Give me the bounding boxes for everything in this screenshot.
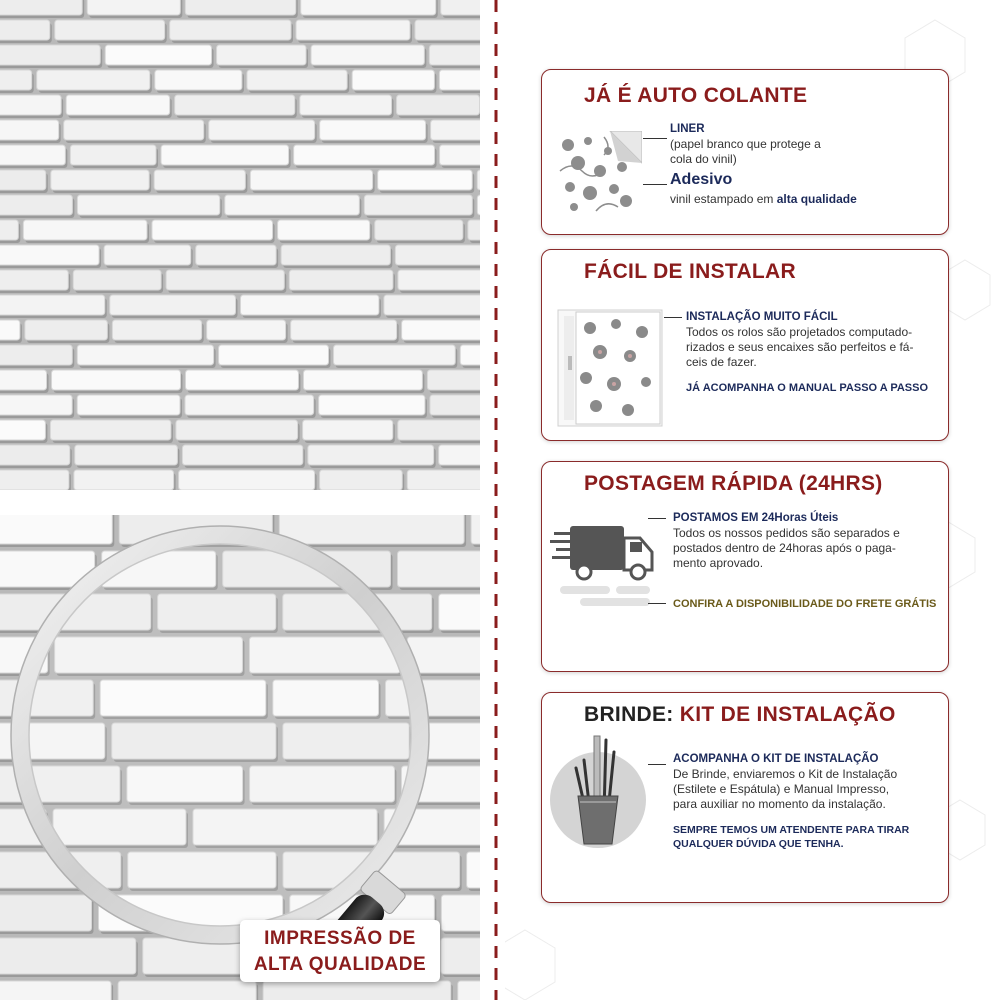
quality-badge [240, 920, 440, 982]
title-red: KIT DE INSTALAÇÃO [673, 703, 896, 726]
liner-desc-1: (papel branco que protege a [670, 137, 821, 151]
card-title: JÁ É AUTO COLANTE [584, 84, 808, 107]
support-line-2: QUALQUER DÚVIDA QUE TENHA. [673, 838, 844, 850]
adesivo-desc-text: vinil estampado em [670, 192, 777, 206]
title-dark: BRINDE: [584, 703, 674, 726]
liner-desc-2: cola do vinil) [670, 152, 737, 166]
kit-desc-3: para auxiliar no momento da instalação. [673, 797, 886, 811]
card-title: FÁCIL DE INSTALAR [584, 260, 796, 283]
magnifying-glass-icon [0, 0, 480, 1000]
adesivo-label: Adesivo [670, 171, 733, 188]
liner-label: LINER [670, 123, 705, 135]
instalacao-heading: INSTALAÇÃO MUITO FÁCIL [686, 311, 838, 323]
wardrobe-sticker-icon [556, 306, 664, 428]
instalacao-desc-2: rizados e seus encaixes são perfeitos e fá- [686, 340, 914, 354]
manual-note: JÁ ACOMPANHA O MANUAL PASSO A PASSO [686, 382, 929, 394]
badge-line-2: ALTA QUALIDADE [253, 954, 427, 975]
frete-note: CONFIRA A DISPONIBILIDADE DO FRETE GRÁTIS [673, 598, 937, 610]
adesivo-desc-bold: alta qualidade [776, 192, 857, 206]
instalacao-leader [664, 317, 682, 318]
kit-desc-2: (Estilete e Espátula) e Manual Impresso, [673, 782, 890, 796]
badge-line-1: IMPRESSÃO DE [264, 928, 416, 949]
kit-leader [648, 764, 666, 765]
tool-kit-icon [548, 732, 648, 850]
support-line-1: SEMPRE TEMOS UM ATENDENTE PARA TIRAR [673, 824, 910, 836]
card-title [584, 703, 896, 727]
floral-sticker-icon [556, 131, 642, 215]
postamos-desc-1: Todos os nossos pedidos são separados e [673, 526, 900, 540]
postamos-heading: POSTAMOS EM 24Horas Úteis [673, 512, 839, 524]
postamos-desc-2: postados dentro de 24horas após o paga- [673, 541, 896, 555]
adesivo-leader [643, 184, 667, 185]
postamos-leader [648, 518, 666, 519]
kit-heading: ACOMPANHA O KIT DE INSTALAÇÃO [673, 753, 879, 765]
liner-leader [643, 138, 667, 139]
postamos-desc-3: mento aprovado. [673, 556, 764, 570]
adesivo-desc [670, 192, 857, 207]
instalacao-desc-3: ceis de fazer. [686, 355, 757, 369]
delivery-truck-icon [550, 520, 660, 610]
card-title: POSTAGEM RÁPIDA (24HRS) [584, 472, 883, 495]
kit-desc-1: De Brinde, enviaremos o Kit de Instalação [673, 767, 898, 781]
instalacao-desc-1: Todos os rolos são projetados computado- [686, 325, 913, 339]
dashed-divider [488, 0, 504, 1000]
frete-leader [648, 603, 666, 604]
